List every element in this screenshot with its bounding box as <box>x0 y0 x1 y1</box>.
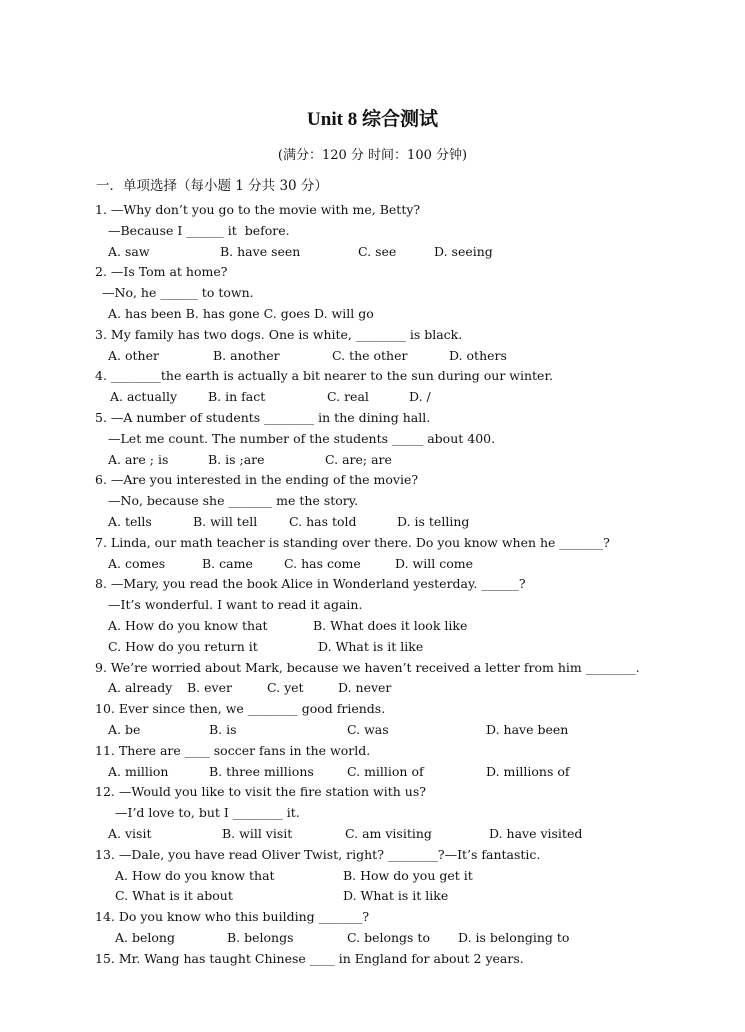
question-1: 1. —Why don’t you go to the movie with me, Betty? <box>95 202 421 217</box>
option: C. belongs to <box>347 930 430 945</box>
question-4: 4. ________the earth is actually a bit nearer to the sun during our winter. <box>95 368 554 383</box>
option: C. the other <box>332 348 408 363</box>
option: C. has told <box>289 514 357 529</box>
question-1-line2: —Because I ______ it before. <box>108 223 290 238</box>
option: C. million of <box>347 764 424 779</box>
option: B. belongs <box>227 930 294 945</box>
option: A. belong <box>115 930 175 945</box>
score-time-subtitle: (满分：120 分 时间：100 分钟) <box>277 148 468 163</box>
option: D. others <box>449 348 507 363</box>
option: A. are ; is <box>108 452 169 467</box>
option: A. actually <box>110 389 178 404</box>
option: C. yet <box>267 680 304 695</box>
option: B. is ;are <box>208 452 265 467</box>
option: B. ever <box>187 680 232 695</box>
question-12-line2: —I’d love to, but I ________ it. <box>115 805 300 820</box>
option: A. other <box>108 348 159 363</box>
question-5: 5. —A number of students ________ in the dining hall. <box>95 410 431 425</box>
option: C. are; are <box>325 452 392 467</box>
option: A. visit <box>108 826 152 841</box>
option: B. came <box>202 556 253 571</box>
option: D. never <box>338 680 392 695</box>
option: A. already <box>108 680 173 695</box>
option: D. have visited <box>489 826 583 841</box>
option: B. three millions <box>209 764 314 779</box>
question-5-line2: —Let me count. The number of the students _____ about 400. <box>108 431 496 446</box>
question-9: 9. We’re worried about Mark, because we haven’t received a letter from him ________. <box>95 660 640 675</box>
option: B. What does it look like <box>313 618 468 633</box>
question-8: 8. —Mary, you read the book Alice in Wonderland yesterday. ______? <box>95 576 526 591</box>
option: A. comes <box>108 556 166 571</box>
option: C. real <box>327 389 369 404</box>
option: A. has been B. has gone C. goes D. will go <box>108 306 374 321</box>
option: B. have seen <box>220 244 301 259</box>
option: B. will visit <box>222 826 293 841</box>
option: C. has come <box>284 556 361 571</box>
option: D. is telling <box>397 514 470 529</box>
option: A. How do you know that <box>108 618 268 633</box>
option: D. is belonging to <box>458 930 570 945</box>
option: A. million <box>108 764 169 779</box>
option: D. What is it like <box>343 888 449 903</box>
option: B. another <box>213 348 280 363</box>
question-11: 11. There are ____ soccer fans in the world. <box>95 743 371 758</box>
question-6-line2: —No, because she _______ me the story. <box>108 493 359 508</box>
question-15: 15. Mr. Wang has taught Chinese ____ in England for about 2 years. <box>95 951 524 966</box>
question-3: 3. My family has two dogs. One is white, ________ is black. <box>95 327 463 342</box>
option: C. How do you return it <box>108 639 258 654</box>
section-heading: 一．单项选择（每小题 1 分共 30 分） <box>96 178 328 194</box>
question-14: 14. Do you know who this building _______? <box>95 909 370 924</box>
option: B. How do you get it <box>343 868 473 883</box>
option: A. be <box>108 722 141 737</box>
question-13: 13. —Dale, you have read Oliver Twist, right? ________?—It’s fantastic. <box>95 847 541 862</box>
option: A. tells <box>108 514 152 529</box>
option: D. What is it like <box>318 639 424 654</box>
option: A. saw <box>108 244 150 259</box>
option: B. is <box>209 722 237 737</box>
page-title: Unit 8 综合测试 <box>307 109 438 130</box>
question-2: 2. —Is Tom at home? <box>95 264 228 279</box>
option: D. millions of <box>486 764 570 779</box>
option: D. have been <box>486 722 569 737</box>
question-6: 6. —Are you interested in the ending of the movie? <box>95 472 419 487</box>
option: C. was <box>347 722 389 737</box>
option: B. in fact <box>208 389 266 404</box>
option: D. / <box>409 389 431 404</box>
question-2-line2: —No, he ______ to town. <box>102 285 254 300</box>
option: C. What is it about <box>115 888 233 903</box>
question-7: 7. Linda, our math teacher is standing over there. Do you know when he _______? <box>95 535 610 550</box>
option: C. see <box>358 244 397 259</box>
question-8-line2: —It’s wonderful. I want to read it again. <box>108 597 363 612</box>
question-12: 12. —Would you like to visit the fire station with us? <box>95 784 426 799</box>
option: C. am visiting <box>345 826 432 841</box>
option: D. will come <box>395 556 473 571</box>
option: B. will tell <box>193 514 258 529</box>
option: A. How do you know that <box>115 868 275 883</box>
question-10: 10. Ever since then, we ________ good friends. <box>95 701 386 716</box>
option: D. seeing <box>434 244 493 259</box>
